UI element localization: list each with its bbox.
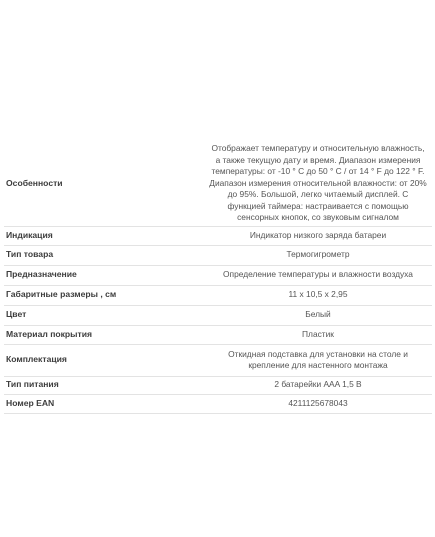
- spec-label: Габаритные размеры , см: [4, 285, 204, 305]
- spec-row-material: [4, 325, 432, 344]
- spec-row-power-type: [4, 376, 432, 394]
- spec-label: Индикация: [4, 226, 204, 245]
- spec-row-color: [4, 305, 432, 325]
- spec-row-dimensions: [4, 285, 432, 305]
- spec-value: Отображает температуру и относительную влажность, а также текущую дату и время. Диапазон измерения температуры: от -10 ° C до 50 ° C / от 14 ° F до 122 ° F. Диапазон измерения относительной влажности: от 20% до 95%. Большой, легко читаемый дисплей. С функцией таймера: настраивается с помощью сенсорных кнопок, со звуковым сигналом: [204, 141, 432, 226]
- spec-label: Предназначение: [4, 265, 204, 285]
- spec-row-package-contents: [4, 344, 432, 376]
- spec-value: Белый: [204, 305, 432, 325]
- spec-label: Особенности: [4, 141, 204, 226]
- specifications-table: [4, 141, 432, 414]
- spec-row-product-type: [4, 245, 432, 265]
- spec-value: 2 батарейки AAA 1,5 В: [204, 376, 432, 394]
- spec-row-ean: [4, 394, 432, 413]
- spec-value: Откидная подставка для установки на столе и крепление для настенного монтажа: [204, 344, 432, 376]
- spec-label: Материал покрытия: [4, 325, 204, 344]
- spec-label: Номер EAN: [4, 394, 204, 413]
- spec-value: Термогигрометр: [204, 245, 432, 265]
- spec-value: 4211125678043: [204, 394, 432, 413]
- spec-value: Пластик: [204, 325, 432, 344]
- spec-label: Цвет: [4, 305, 204, 325]
- spec-value: 11 x 10,5 x 2,95: [204, 285, 432, 305]
- spec-value: Определение температуры и влажности воздуха: [204, 265, 432, 285]
- spec-value: Индикатор низкого заряда батареи: [204, 226, 432, 245]
- spec-label: Тип питания: [4, 376, 204, 394]
- spec-row-features: [4, 141, 432, 226]
- spec-row-indication: [4, 226, 432, 245]
- spec-row-purpose: [4, 265, 432, 285]
- spec-label: Тип товара: [4, 245, 204, 265]
- spec-label: Комплектация: [4, 344, 204, 376]
